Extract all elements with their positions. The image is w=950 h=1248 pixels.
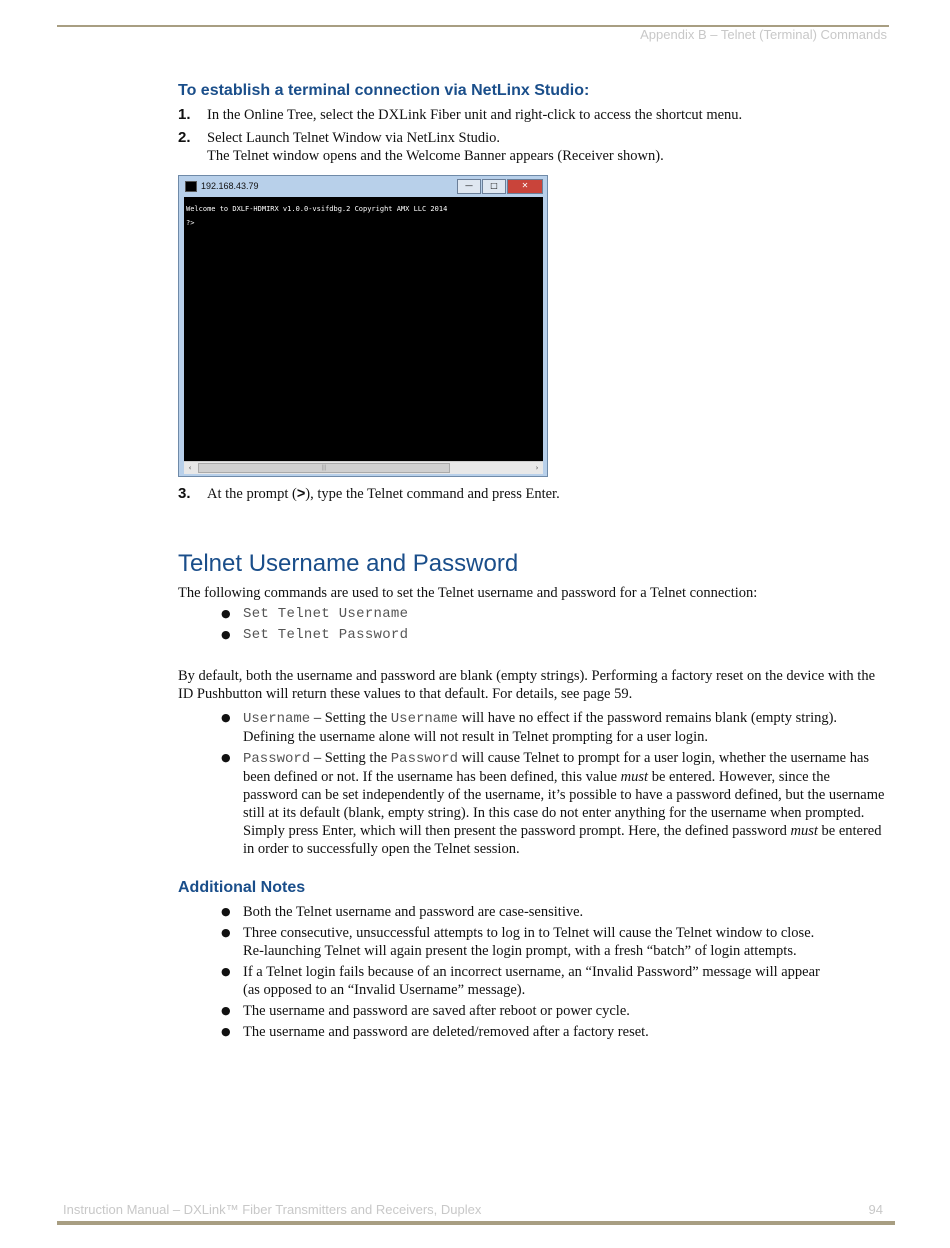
section-heading-terminal: To establish a terminal connection via NetLinx Studio:	[178, 82, 590, 99]
page-content	[178, 82, 888, 1044]
username-item: ● Username – Setting the Username will have no effect if the password remains blank (empty string). Defining the username alone will not result in Telnet prompting for a user login.	[221, 709, 888, 746]
scroll-right-icon: ›	[535, 464, 539, 472]
window-controls	[456, 179, 543, 194]
console-prompt: ?>	[186, 219, 195, 227]
close-icon: ✕	[507, 179, 543, 194]
note-item: ● If a Telnet login fails because of an incorrect username, an “Invalid Password” message will appear (as opposed to an “Invalid Username” message).	[221, 963, 888, 999]
prompt-symbol: >	[296, 486, 306, 502]
step-text: In the Online Tree, select the DXLink Fiber unit and right-click to access the shortcut menu.	[207, 107, 743, 123]
default-paragraph: By default, both the username and password are blank (empty strings). Performing a factory reset on the device with the ID Pushbutton will return these values to that default. For details, see page 59.	[178, 668, 875, 702]
command-item: ● Set Telnet Password	[221, 626, 888, 644]
running-header: Appendix B – Telnet (Terminal) Commands	[640, 27, 887, 42]
step-number: 1.	[178, 106, 191, 123]
minimize-icon: —	[457, 179, 481, 194]
running-footer: Instruction Manual – DXLink™ Fiber Transmitters and Receivers, Duplex	[63, 1202, 482, 1217]
console-line: Welcome to DXLF-HDMIRX v1.0.0-vsifdbg.2 Copyright AMX LLC 2014	[186, 205, 448, 213]
step-item	[178, 106, 888, 124]
section-heading-username-password: Telnet Username and Password	[178, 550, 519, 577]
note-item: ● The username and password are deleted/removed after a factory reset.	[221, 1023, 888, 1041]
command-list	[178, 605, 888, 644]
step-text-result: The Telnet window opens and the Welcome Banner appears (Receiver shown).	[207, 148, 664, 164]
step-item	[178, 485, 888, 503]
scroll-thumb: |||	[198, 463, 450, 473]
scroll-left-icon: ‹	[188, 464, 192, 472]
credential-list	[178, 709, 888, 858]
step-number: 2.	[178, 129, 191, 146]
steps-list	[178, 106, 888, 165]
notes-list	[178, 903, 888, 1041]
footer-rule	[57, 1221, 895, 1225]
section-heading-notes: Additional Notes	[178, 879, 306, 896]
telnet-window-screenshot	[178, 175, 548, 477]
step-text: Select Launch Telnet Window via NetLinx Studio.	[207, 130, 501, 146]
maximize-icon: □	[482, 179, 506, 194]
console-output	[184, 197, 543, 461]
password-item: ● Password – Setting the Password will cause Telnet to prompt for a user login, whether the username has been defined or not. If the username has been defined, this value must be entered. However, since the password can be set independently of the username, it’s possible to have a password defined, but the username still at its default (blank, empty string). In this case do not enter anything for the username when prompted. Simply press Enter, which will then present the password prompt. Here, the defined password must be entered in order to successfully open the Telnet session.	[221, 749, 888, 858]
intro-text: The following commands are used to set the Telnet username and password for a Telnet connection:	[178, 585, 758, 601]
note-item: ● Three consecutive, unsuccessful attempts to log in to Telnet will cause the Telnet window to close. Re-launching Telnet will again present the login prompt, with a fresh “batch” of login attempts.	[221, 924, 888, 960]
command-item: ● Set Telnet Username	[221, 605, 888, 623]
step-text: At the prompt (>), type the Telnet command and press Enter.	[207, 486, 560, 502]
step-number: 3.	[178, 485, 191, 502]
console-icon	[185, 181, 197, 192]
note-item: ● The username and password are saved after reboot or power cycle.	[221, 1002, 888, 1020]
horizontal-scrollbar	[184, 461, 543, 474]
step-item	[178, 129, 888, 165]
window-title: 192.168.43.79	[201, 181, 259, 191]
note-item: ● Both the Telnet username and password are case-sensitive.	[221, 903, 888, 921]
page-number: 94	[868, 1202, 883, 1217]
